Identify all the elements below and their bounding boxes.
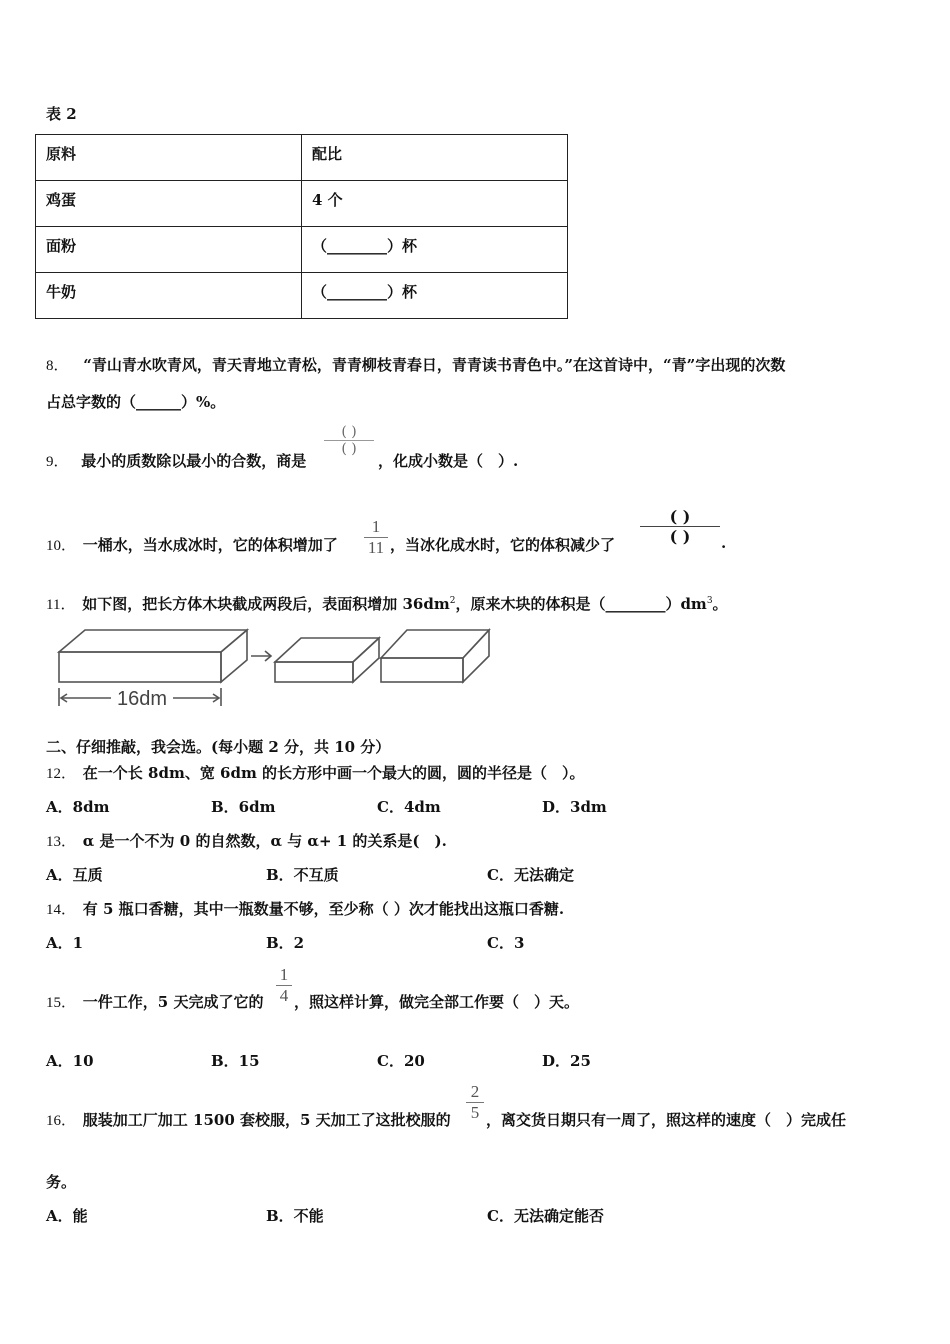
block-top bbox=[59, 630, 247, 652]
question-16-tail: 务。 bbox=[46, 1173, 77, 1191]
question-text: 如下图，把长方体木块截成两段后，表面积增加 36dm bbox=[82, 595, 450, 613]
table-header-row bbox=[36, 135, 568, 181]
question-text: 一桶水，当水成冰时，它的体积增加了 bbox=[82, 536, 338, 554]
block-side bbox=[221, 630, 247, 682]
fraction-2-5 bbox=[466, 1083, 484, 1122]
table-row bbox=[36, 181, 568, 227]
option-a[interactable]: A．8dm bbox=[46, 798, 110, 816]
fraction-numerator: 1 bbox=[279, 965, 289, 984]
table-row bbox=[36, 273, 568, 319]
fraction-numerator: 1 bbox=[371, 517, 381, 536]
question-11 bbox=[46, 593, 728, 614]
fraction-1-11 bbox=[364, 518, 388, 557]
blank-denominator: ( ) bbox=[669, 527, 691, 546]
option-b[interactable]: B．不能 bbox=[266, 1207, 324, 1225]
question-10 bbox=[46, 534, 338, 555]
table-row bbox=[36, 227, 568, 273]
table-cell: 面粉 bbox=[36, 227, 302, 273]
question-number: 15． bbox=[46, 995, 77, 1011]
question-15-tail: ，照这样计算，做完全部工作要（ ）天。 bbox=[294, 993, 580, 1011]
table-cell: 鸡蛋 bbox=[36, 181, 302, 227]
question-text: 在一个长 8dm、宽 6dm 的长方形中画一个最大的圆，圆的半径是（ ）。 bbox=[82, 764, 585, 782]
question-13 bbox=[46, 830, 447, 851]
fraction-denominator: 11 bbox=[367, 538, 385, 557]
question-text: ，原来木块的体积是（________）dm bbox=[455, 595, 707, 613]
piece2-side bbox=[463, 630, 489, 682]
option-d[interactable]: D．3dm bbox=[542, 798, 607, 816]
question-16 bbox=[46, 1109, 451, 1130]
question-text: 服装加工厂加工 1500 套校服，5 天加工了这批校服的 bbox=[82, 1111, 451, 1129]
question-12 bbox=[46, 762, 585, 783]
question-8-line2: 占总字数的（______）%。 bbox=[46, 393, 226, 411]
option-c[interactable]: C．3 bbox=[487, 934, 525, 952]
blank-denominator: ( ) bbox=[341, 441, 357, 457]
question-number: 12． bbox=[46, 766, 77, 782]
table-cell: 牛奶 bbox=[36, 273, 302, 319]
table-title: 表 2 bbox=[46, 105, 77, 123]
question-number: 8． bbox=[46, 358, 69, 374]
question-number: 10． bbox=[46, 538, 77, 554]
blank-numerator: ( ) bbox=[669, 507, 691, 526]
option-a[interactable]: A．10 bbox=[46, 1052, 94, 1070]
piece2-front bbox=[381, 658, 463, 682]
piece1-front bbox=[275, 662, 353, 682]
option-b[interactable]: B．15 bbox=[211, 1052, 260, 1070]
option-a[interactable]: A．互质 bbox=[46, 866, 103, 884]
block-front bbox=[59, 652, 221, 682]
option-a[interactable]: A．能 bbox=[46, 1207, 88, 1225]
piece1-top bbox=[275, 638, 379, 662]
question-9 bbox=[46, 450, 306, 471]
superscript: 3 bbox=[706, 596, 713, 606]
question-number: 9． bbox=[46, 454, 69, 470]
option-c[interactable]: C．无法确定 bbox=[487, 866, 574, 884]
option-b[interactable]: B．2 bbox=[266, 934, 305, 952]
question-text: 有 5 瓶口香糖，其中一瓶数量不够，至少称（ ）次才能找出这瓶口香糖. bbox=[82, 900, 565, 918]
question-number: 16． bbox=[46, 1113, 77, 1129]
option-b[interactable]: B．不互质 bbox=[266, 866, 339, 884]
question-14 bbox=[46, 898, 564, 919]
question-text: “青山青水吹青风，青天青地立青松，青青柳枝青春日，青青读书青色中。”在这首诗中，“青”字出现的次数 bbox=[83, 356, 786, 374]
table-header-cell: 原料 bbox=[36, 135, 302, 181]
question-text: α 是一个不为 0 的自然数，α 与 α+ 1 的关系是( ). bbox=[82, 832, 447, 850]
question-text: 。 bbox=[712, 595, 728, 613]
piece2-top bbox=[381, 630, 489, 658]
option-b[interactable]: B．6dm bbox=[211, 798, 276, 816]
blank-numerator: ( ) bbox=[341, 424, 357, 440]
table-cell: （________）杯 bbox=[302, 227, 568, 273]
blank-fraction bbox=[640, 507, 720, 546]
option-a[interactable]: A．1 bbox=[46, 934, 84, 952]
question-number: 11． bbox=[46, 597, 76, 613]
question-10-middle: ，当冰化成水时，它的体积减少了 bbox=[390, 536, 616, 554]
dimension-label: 16dm bbox=[116, 688, 168, 710]
section-2-heading: 二、仔细推敲，我会选。(每小题 2 分，共 10 分） bbox=[46, 738, 391, 756]
table-header-cell: 配比 bbox=[302, 135, 568, 181]
piece1-side bbox=[353, 638, 379, 682]
question-15 bbox=[46, 991, 263, 1012]
blank-fraction bbox=[324, 424, 374, 457]
fraction-1-4 bbox=[276, 966, 292, 1005]
fraction-numerator: 2 bbox=[470, 1082, 480, 1101]
wood-block-figure bbox=[55, 626, 495, 714]
question-16-middle: ，离交货日期只有一周了，照这样的速度（ ）完成任 bbox=[486, 1111, 847, 1129]
question-number: 14． bbox=[46, 902, 77, 918]
option-c[interactable]: C．20 bbox=[377, 1052, 425, 1070]
option-c[interactable]: C．无法确定能否 bbox=[487, 1207, 604, 1225]
option-d[interactable]: D．25 bbox=[542, 1052, 591, 1070]
question-9-tail: ，化成小数是（ ）. bbox=[378, 452, 519, 470]
question-8 bbox=[46, 354, 785, 375]
superscript: 2 bbox=[449, 596, 456, 606]
fraction-denominator: 4 bbox=[279, 986, 289, 1005]
option-c[interactable]: C．4dm bbox=[377, 798, 441, 816]
question-text: 一件工作，5 天完成了它的 bbox=[82, 993, 264, 1011]
fraction-denominator: 5 bbox=[470, 1103, 480, 1122]
ingredient-table bbox=[35, 134, 568, 319]
question-text: 最小的质数除以最小的合数，商是 bbox=[81, 452, 307, 470]
question-number: 13． bbox=[46, 834, 77, 850]
table-cell: 4 个 bbox=[302, 181, 568, 227]
table-cell: （________）杯 bbox=[302, 273, 568, 319]
question-10-tail: . bbox=[721, 534, 727, 552]
